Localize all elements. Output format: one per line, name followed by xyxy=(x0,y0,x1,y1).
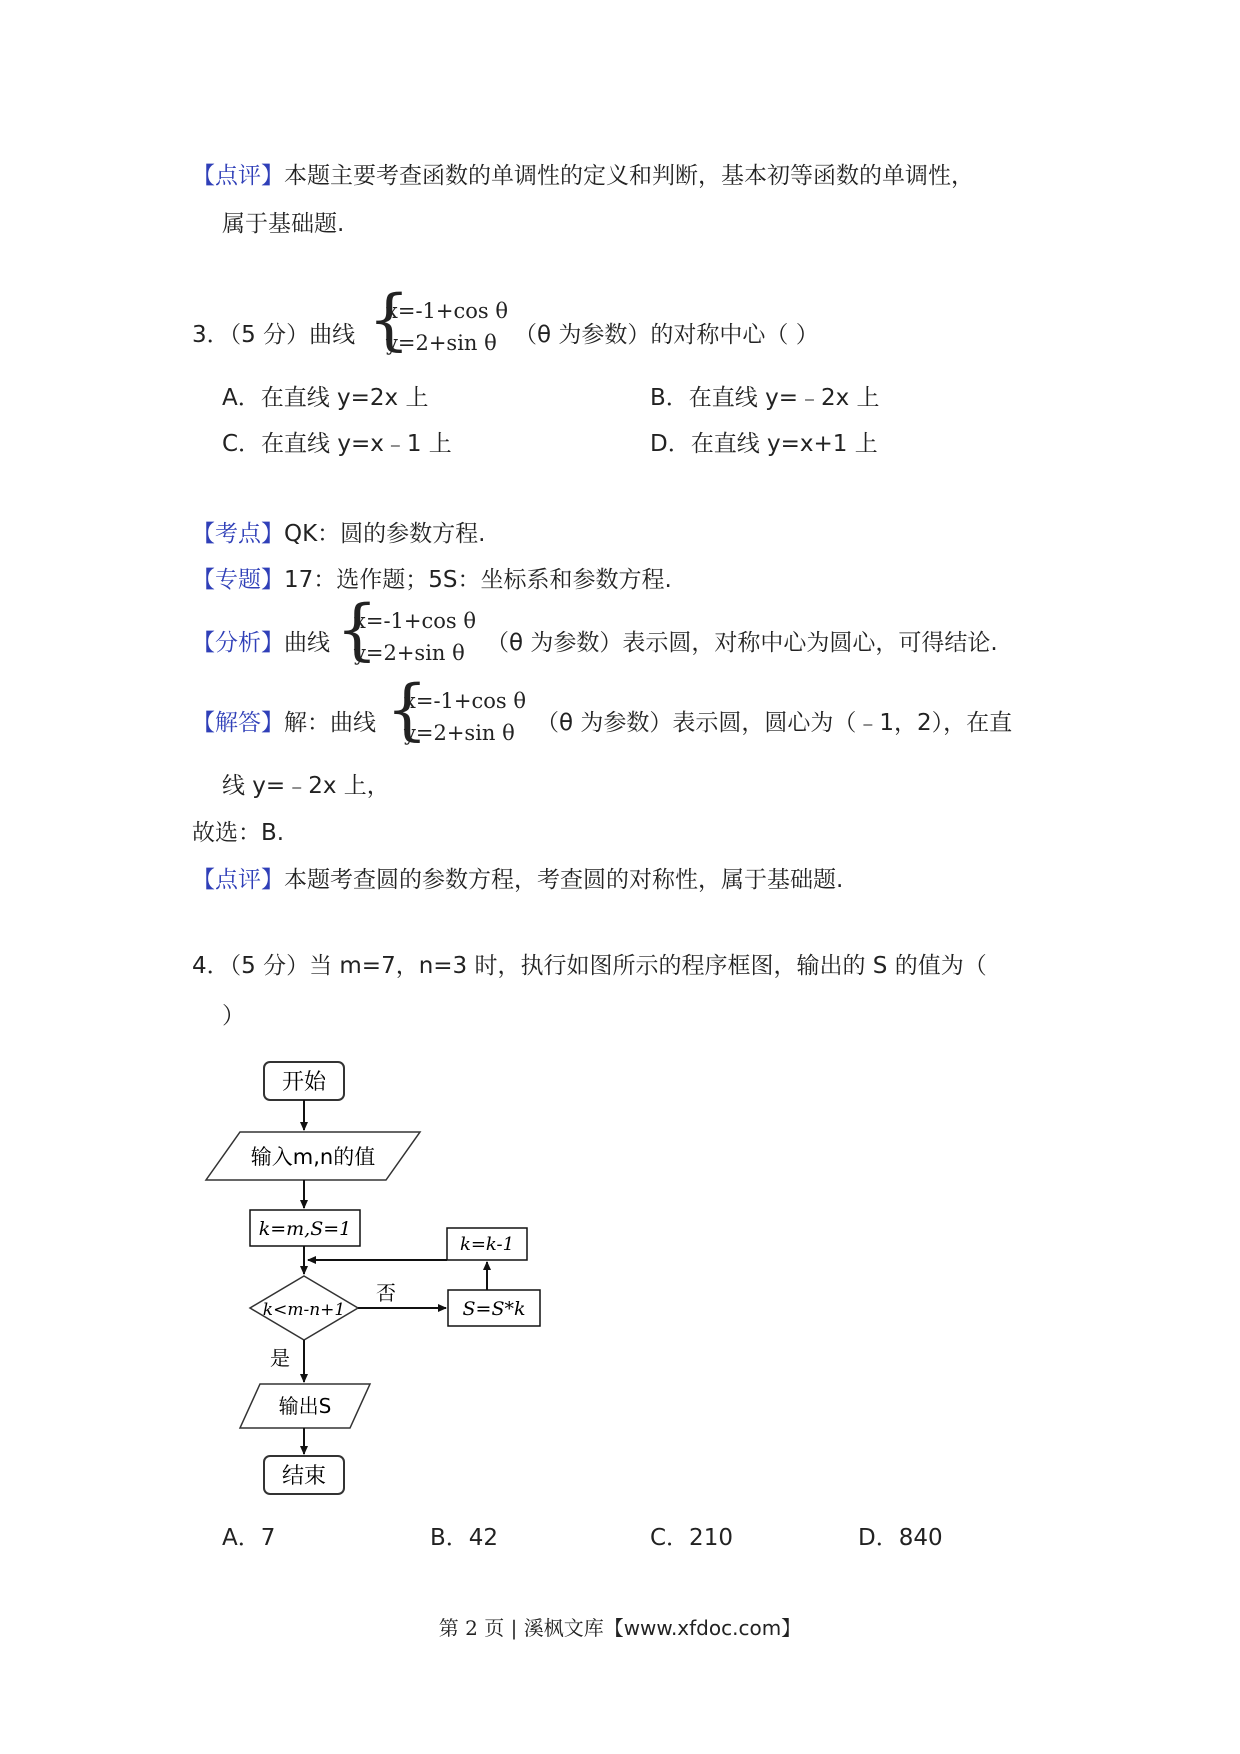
kaodian-text: QK：圆的参数方程. xyxy=(284,521,486,547)
condition-label: k<m-n+1 xyxy=(262,1300,346,1320)
review-prev-line1 xyxy=(192,160,974,192)
eq-line-1: x=-1+cos θ xyxy=(354,609,476,633)
eq-line-2: y=2+sin θ xyxy=(404,721,515,745)
q3-stem-prefix: 3．（5 分）曲线 xyxy=(192,322,356,348)
q4-option-d: D．840 xyxy=(858,1525,943,1551)
left-brace: { xyxy=(386,671,428,748)
left-brace: { xyxy=(368,281,410,358)
q4-option-a: A．7 xyxy=(222,1525,276,1551)
jieda-tag: 【解答】 xyxy=(192,710,284,736)
jieda-prefix-text: 解：曲线 xyxy=(284,710,376,736)
q4-stem-line1: 4．（5 分）当 m=7，n=3 时，执行如图所示的程序框图，输出的 S 的值为（ xyxy=(192,953,987,979)
eq-line-1: x=-1+cos θ xyxy=(404,689,526,713)
q3-kaodian xyxy=(192,518,486,550)
review-prev-line2: 属于基础题. xyxy=(222,211,345,237)
fenxi-tag: 【分析】 xyxy=(192,630,284,656)
q3-zhuanti xyxy=(192,564,672,596)
q3-fenxi-prefix xyxy=(192,627,330,659)
eq-line-1: x=-1+cos θ xyxy=(386,299,508,323)
decrement-label: k=k-1 xyxy=(459,1234,515,1255)
kaodian-tag: 【考点】 xyxy=(192,521,284,547)
output-label: 输出S xyxy=(278,1394,332,1418)
input-label: 输入m,n的值 xyxy=(250,1145,376,1169)
end-label: 结束 xyxy=(281,1464,327,1489)
q4-stem-line2: ） xyxy=(222,1003,245,1029)
review-text: 本题主要考查函数的单调性的定义和判断，基本初等函数的单调性， xyxy=(284,163,974,189)
q3-jieda-prefix xyxy=(192,707,376,739)
left-brace: { xyxy=(336,591,378,668)
eq-line-2: y=2+sin θ xyxy=(386,331,497,355)
fenxi-prefix-text: 曲线 xyxy=(284,630,330,656)
page-footer xyxy=(0,1612,1240,1641)
yes-label: 是 xyxy=(270,1346,290,1370)
footer-link[interactable]: 【www.xfdoc.com】 xyxy=(603,1616,802,1640)
q3-answer: 故选：B. xyxy=(192,820,285,846)
review-tag: 【点评】 xyxy=(192,163,284,189)
zhuanti-text: 17：选作题；5S：坐标系和参数方程. xyxy=(284,567,672,593)
dianping-text: 本题考查圆的参数方程，考查圆的对称性，属于基础题. xyxy=(284,867,844,893)
q3-option-b: B．在直线 y=﹣2x 上 xyxy=(650,385,880,411)
q3-option-a: A．在直线 y=2x 上 xyxy=(222,385,429,411)
q3-option-c: C．在直线 y=x﹣1 上 xyxy=(222,431,452,457)
q3-stem-suffix: （θ 为参数）的对称中心（ ） xyxy=(514,322,819,348)
zhuanti-tag: 【专题】 xyxy=(192,567,284,593)
no-label: 否 xyxy=(376,1281,396,1305)
eq-line-2: y=2+sin θ xyxy=(354,641,465,665)
footer-text: 第 2 页 | 溪枫文库 xyxy=(438,1616,604,1640)
q3-fenxi-suffix: （θ 为参数）表示圆，对称中心为圆心，可得结论. xyxy=(486,630,998,656)
q3-jieda-suffix: （θ 为参数）表示圆，圆心为（﹣1，2），在直 xyxy=(536,710,1013,736)
start-label: 开始 xyxy=(281,1070,327,1095)
dianping-tag: 【点评】 xyxy=(192,867,284,893)
q3-option-d: D．在直线 y=x+1 上 xyxy=(650,431,878,457)
flowchart xyxy=(190,1040,590,1510)
q4-option-c: C．210 xyxy=(650,1525,733,1551)
init-label: k=m,S=1 xyxy=(258,1218,352,1240)
q3-jieda-line2: 线 y=﹣2x 上， xyxy=(222,773,390,799)
multiply-label: S=S*k xyxy=(462,1298,526,1320)
q4-option-b: B．42 xyxy=(430,1525,499,1551)
q3-dianping xyxy=(192,864,843,896)
